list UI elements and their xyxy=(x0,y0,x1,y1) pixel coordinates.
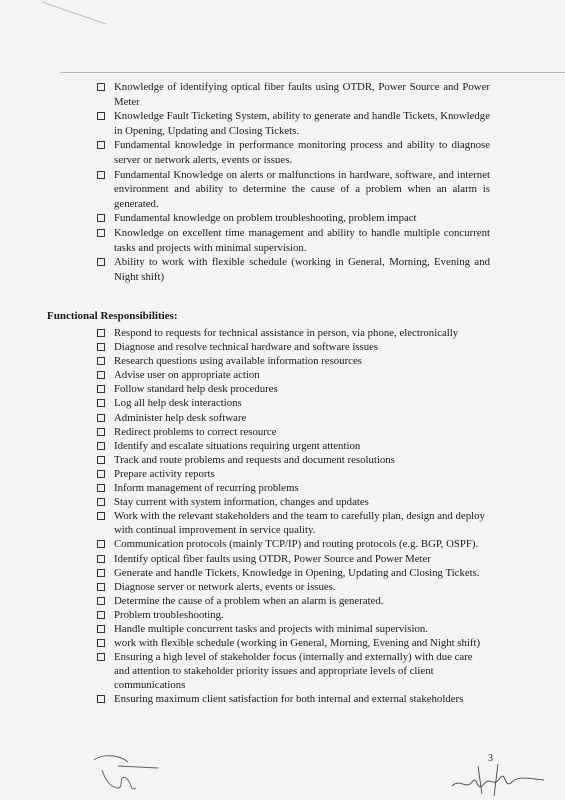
knowledge-item xyxy=(97,255,490,284)
responsibility-item xyxy=(97,622,490,636)
checkbox-bullet-icon xyxy=(97,343,105,351)
checkbox-bullet-icon xyxy=(97,385,105,393)
responsibility-text: Respond to requests for technical assistance in person, via phone, electronically xyxy=(114,327,459,339)
section-heading: Functional Responsibilities: xyxy=(47,310,178,322)
responsibility-item xyxy=(97,594,490,608)
responsibility-text: Ensuring maximum client satisfaction for both internal and external stakeholders xyxy=(114,693,464,706)
checkbox-bullet-icon xyxy=(97,512,105,520)
responsibility-text: Redirect problems to correct resource xyxy=(114,425,277,438)
knowledge-item xyxy=(97,80,490,109)
checkbox-bullet-icon xyxy=(97,498,105,506)
responsibility-item xyxy=(97,566,490,580)
responsibility-text: Communication protocols (mainly TCP/IP) and routing protocols (e.g. BGP, OSPF). xyxy=(114,538,479,551)
responsibility-item xyxy=(97,636,490,650)
checkbox-bullet-icon xyxy=(97,653,105,661)
checkbox-bullet-icon xyxy=(97,171,105,179)
page-number: 3 xyxy=(488,753,493,764)
checkbox-bullet-icon xyxy=(97,214,105,222)
checkbox-bullet-icon xyxy=(97,639,105,647)
responsibility-text: Problem troubleshooting. xyxy=(114,608,224,621)
responsibility-item xyxy=(97,396,490,410)
responsibility-item xyxy=(97,368,490,382)
knowledge-text: Fundamental knowledge on problem troubleshooting, problem impact xyxy=(114,212,417,225)
knowledge-item xyxy=(97,109,490,138)
responsibility-text: Stay current with system information, changes and updates xyxy=(114,496,369,509)
knowledge-text: Knowledge Fault Ticketing System, ability to generate and handle Tickets, Knowledge in Opening, Updating and Closing Tickets. xyxy=(114,110,490,137)
responsibility-text: Follow standard help desk procedures xyxy=(114,383,278,396)
responsibility-text: Research questions using available information resources xyxy=(114,355,362,368)
responsibility-item xyxy=(97,326,490,340)
corner-fold-mark xyxy=(40,0,110,28)
responsibility-text: Ensuring a high level of stakeholder focus (internally and externally) with due care and attention to stakeholder priority issues and appropriate levels of client communications xyxy=(114,651,473,692)
checkbox-bullet-icon xyxy=(97,371,105,379)
responsibility-text: Identify optical fiber faults using OTDR, Power Source and Power Meter xyxy=(114,552,431,565)
responsibilities-list xyxy=(97,326,490,707)
checkbox-bullet-icon xyxy=(97,695,105,703)
responsibility-item xyxy=(97,439,490,453)
responsibility-item xyxy=(97,608,490,622)
responsibility-item xyxy=(97,552,490,566)
knowledge-item xyxy=(97,138,490,167)
responsibility-item xyxy=(97,411,490,425)
responsibility-text: work with flexible schedule (working in General, Morning, Evening and Night shift) xyxy=(114,637,481,650)
checkbox-bullet-icon xyxy=(97,540,105,548)
responsibility-text: Inform management of recurring problems xyxy=(114,482,299,495)
responsibility-text: Handle multiple concurrent tasks and projects with minimal supervision. xyxy=(114,622,428,635)
knowledge-text: Fundamental knowledge in performance monitoring process and ability to diagnose server or network alerts, events or issues. xyxy=(114,139,490,166)
responsibility-text: Advise user on appropriate action xyxy=(114,369,260,382)
responsibility-item xyxy=(97,453,490,467)
responsibility-text: Prepare activity reports xyxy=(114,467,215,480)
responsibility-item xyxy=(97,354,490,368)
responsibility-item xyxy=(97,340,490,354)
responsibility-item xyxy=(97,425,490,439)
checkbox-bullet-icon xyxy=(97,414,105,422)
page-top-edge xyxy=(60,72,565,73)
responsibility-item xyxy=(97,537,490,551)
checkbox-bullet-icon xyxy=(97,112,105,120)
responsibility-item xyxy=(97,580,490,594)
responsibility-text: Identify and escalate situations requiring urgent attention xyxy=(114,439,361,452)
responsibility-item xyxy=(97,509,490,537)
checkbox-bullet-icon xyxy=(97,141,105,149)
knowledge-text: Knowledge on excellent time management and ability to handle multiple concurrent tasks and projects with minimal supervision. xyxy=(114,226,490,254)
responsibility-text: Work with the relevant stakeholders and the team to carefully plan, design and deploy with continual improvement in service quality. xyxy=(114,510,485,537)
responsibility-item xyxy=(97,650,490,692)
checkbox-bullet-icon xyxy=(97,229,105,237)
responsibility-text: Administer help desk software xyxy=(114,411,247,424)
checkbox-bullet-icon xyxy=(97,329,105,337)
checkbox-bullet-icon xyxy=(97,442,105,450)
initials-signature-right xyxy=(448,760,548,798)
checkbox-bullet-icon xyxy=(97,428,105,436)
knowledge-list xyxy=(97,80,490,284)
checkbox-bullet-icon xyxy=(97,555,105,563)
checkbox-bullet-icon xyxy=(97,484,105,492)
initials-signature-left xyxy=(88,748,168,796)
checkbox-bullet-icon xyxy=(97,470,105,478)
checkbox-bullet-icon xyxy=(97,456,105,464)
responsibility-item xyxy=(97,481,490,495)
knowledge-item xyxy=(97,211,490,226)
responsibility-text: Track and route problems and requests and document resolutions xyxy=(114,453,395,466)
checkbox-bullet-icon xyxy=(97,258,105,266)
responsibility-text: Determine the cause of a problem when an alarm is generated. xyxy=(114,594,384,607)
knowledge-item xyxy=(97,168,490,212)
responsibility-item xyxy=(97,495,490,509)
responsibility-item xyxy=(97,382,490,396)
responsibility-text: Diagnose server or network alerts, events or issues. xyxy=(114,580,336,593)
checkbox-bullet-icon xyxy=(97,611,105,619)
checkbox-bullet-icon xyxy=(97,625,105,633)
checkbox-bullet-icon xyxy=(97,597,105,605)
responsibility-text: Generate and handle Tickets, Knowledge in Opening, Updating and Closing Tickets. xyxy=(114,566,480,579)
responsibility-text: Diagnose and resolve technical hardware and software issues xyxy=(114,341,379,354)
checkbox-bullet-icon xyxy=(97,83,105,91)
knowledge-text: Ability to work with flexible schedule (working in General, Morning, Evening and Night shift) xyxy=(114,256,490,283)
checkbox-bullet-icon xyxy=(97,583,105,591)
checkbox-bullet-icon xyxy=(97,569,105,577)
responsibility-item xyxy=(97,692,490,706)
checkbox-bullet-icon xyxy=(97,357,105,365)
checkbox-bullet-icon xyxy=(97,399,105,407)
knowledge-text: Knowledge of identifying optical fiber faults using OTDR, Power Source and Power Meter xyxy=(114,81,490,108)
responsibility-text: Log all help desk interactions xyxy=(114,397,242,410)
knowledge-text: Fundamental Knowledge on alerts or malfunctions in hardware, software, and internet environment and ability to determine the cause of a problem when an alarm is generated. xyxy=(114,168,490,210)
responsibility-item xyxy=(97,467,490,481)
knowledge-item xyxy=(97,226,490,255)
